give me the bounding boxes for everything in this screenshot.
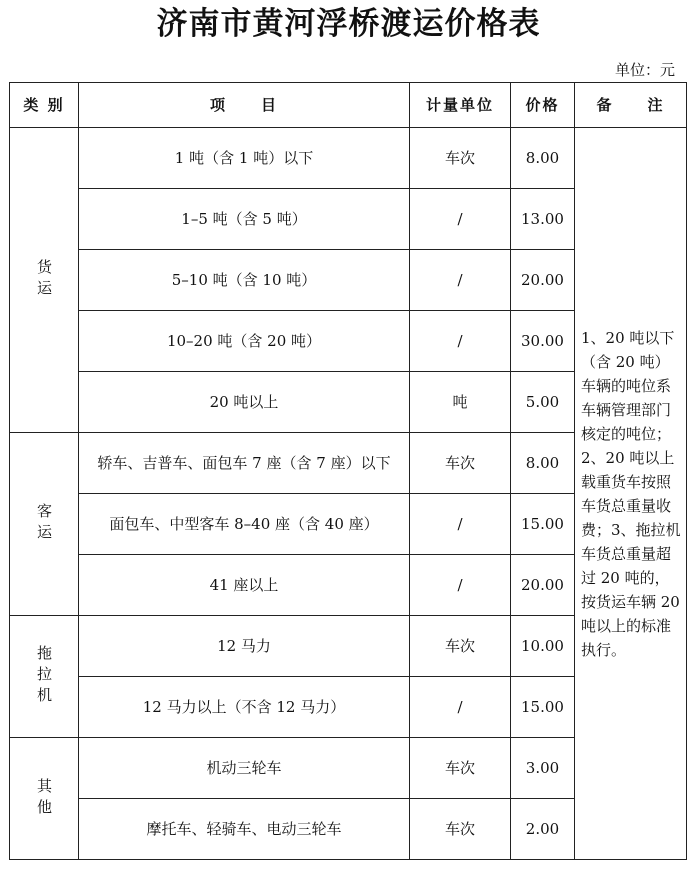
row-price: 8.00: [511, 128, 575, 189]
category-other: 其他: [10, 738, 79, 860]
row-item: 12 马力以上（不含 12 马力）: [79, 677, 410, 738]
row-unit: /: [410, 250, 511, 311]
row-unit: /: [410, 189, 511, 250]
row-item: 机动三轮车: [79, 738, 410, 799]
row-item: 10–20 吨（含 20 吨）: [79, 311, 410, 372]
row-price: 8.00: [511, 433, 575, 494]
table-row: [10, 128, 687, 189]
page-title: 济南市黄河浮桥渡运价格表: [156, 6, 541, 42]
row-price: 20.00: [511, 555, 575, 616]
row-item: 20 吨以上: [79, 372, 410, 433]
category-tractor: 拖拉机: [10, 616, 79, 738]
header-price: 价格: [511, 83, 575, 128]
row-price: 2.00: [511, 799, 575, 860]
note-cell: 1、20 吨以下（含 20 吨）车辆的吨位系车辆管理部门核定的吨位；2、20 吨以上载重货车按照车货总重量收费；3、拖拉机车货总重量超过 20 吨的，按货运车辆 20 吨以上的标准执行。: [575, 128, 687, 860]
row-price: 3.00: [511, 738, 575, 799]
category-passenger: 客运: [10, 433, 79, 616]
row-item: 轿车、吉普车、面包车 7 座（含 7 座）以下: [79, 433, 410, 494]
row-unit: /: [410, 677, 511, 738]
row-item: 41 座以上: [79, 555, 410, 616]
row-price: 10.00: [511, 616, 575, 677]
row-item: 1–5 吨（含 5 吨）: [79, 189, 410, 250]
row-price: 15.00: [511, 677, 575, 738]
row-price: 20.00: [511, 250, 575, 311]
unit-label: 单位：元: [614, 61, 675, 79]
header-category: 类 别: [10, 83, 79, 128]
header-item: 项 目: [79, 83, 410, 128]
row-price: 15.00: [511, 494, 575, 555]
row-price: 30.00: [511, 311, 575, 372]
row-price: 13.00: [511, 189, 575, 250]
price-table: [9, 82, 687, 860]
row-item: 面包车、中型客车 8–40 座（含 40 座）: [79, 494, 410, 555]
row-item: 5–10 吨（含 10 吨）: [79, 250, 410, 311]
row-unit: 车次: [410, 738, 511, 799]
row-item: 1 吨（含 1 吨）以下: [79, 128, 410, 189]
row-unit: 车次: [410, 128, 511, 189]
row-unit: /: [410, 494, 511, 555]
row-price: 5.00: [511, 372, 575, 433]
category-freight: 货运: [10, 128, 79, 433]
row-unit: 车次: [410, 433, 511, 494]
header-unit: 计量单位: [410, 83, 511, 128]
row-unit: 车次: [410, 616, 511, 677]
table-header-row: [10, 83, 687, 128]
row-unit: 吨: [410, 372, 511, 433]
row-item: 摩托车、轻骑车、电动三轮车: [79, 799, 410, 860]
row-item: 12 马力: [79, 616, 410, 677]
row-unit: /: [410, 555, 511, 616]
row-unit: 车次: [410, 799, 511, 860]
row-unit: /: [410, 311, 511, 372]
header-note: 备 注: [575, 83, 687, 128]
